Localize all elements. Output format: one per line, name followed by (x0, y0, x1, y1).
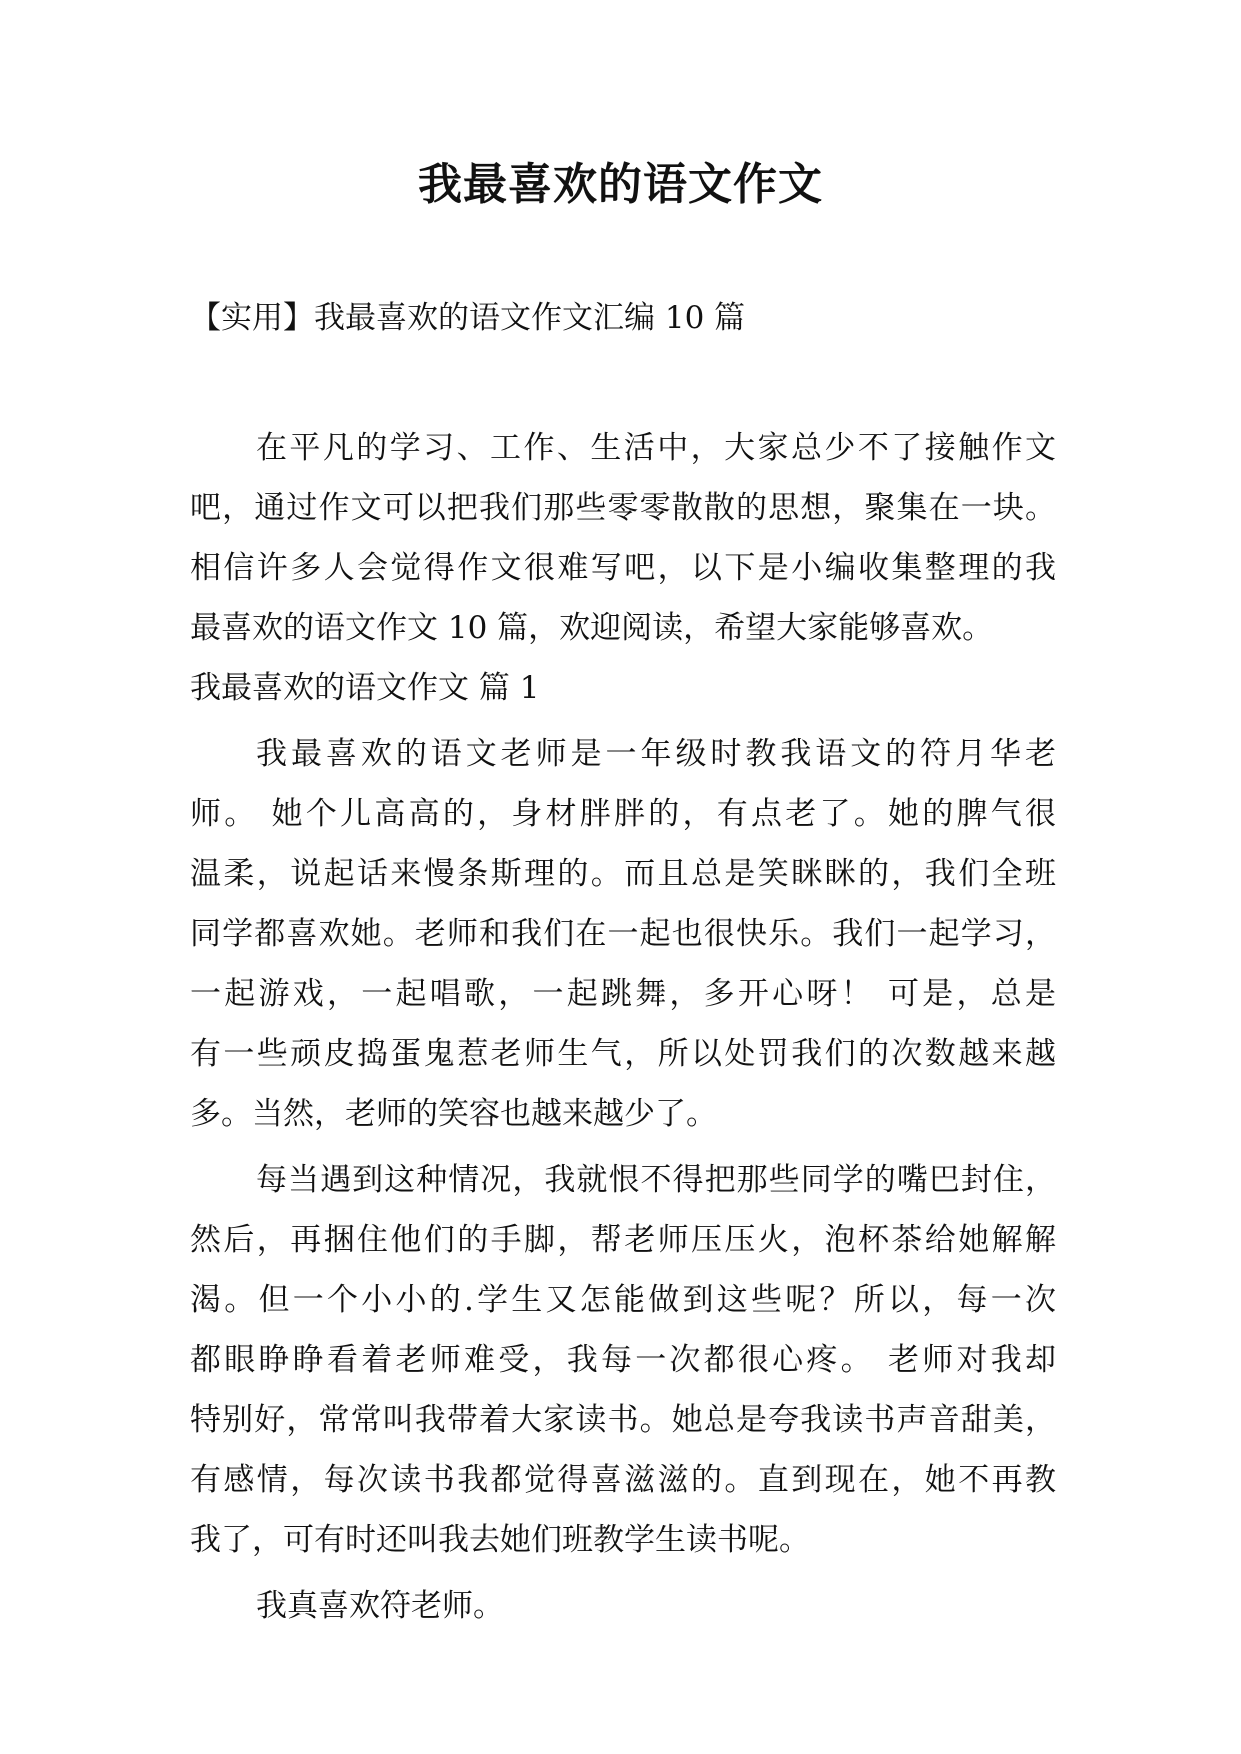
paragraph-line: 有感情，每次读书我都觉得喜滋滋的。直到现在，她不再教 (190, 1462, 1056, 1498)
spacer (190, 348, 1056, 418)
paragraph-line: 温柔，说起话来慢条斯理的。而且总是笑眯眯的，我们全班 (190, 856, 1056, 892)
paragraph-line: 在平凡的学习、工作、生活中，大家总少不了接触作文 (256, 430, 1056, 466)
paragraph-line: 都眼睁睁看着老师难受，我每一次都很心疼。 老师对我却 (190, 1342, 1056, 1378)
document-title: 我最喜欢的语文作文 (418, 159, 823, 210)
paragraph-line: 相信许多人会觉得作文很难写吧，以下是小编收集整理的我 (190, 550, 1056, 586)
paragraph-2 (190, 1150, 1056, 1570)
paragraph-line: 每当遇到这种情况，我就恨不得把那些同学的嘴巴封住， (256, 1162, 1056, 1198)
paragraph-line: 吧，通过作文可以把我们那些零零散散的思想，聚集在一块。 (190, 490, 1056, 526)
paragraph-line: 师。 她个儿高高的，身材胖胖的，有点老了。她的脾气很 (190, 796, 1056, 832)
paragraph-line: 同学都喜欢她。老师和我们在一起也很快乐。我们一起学习， (190, 916, 1056, 952)
paragraph-1 (190, 724, 1056, 1144)
paragraph-line: 多。当然，老师的笑容也越来越少了。 (190, 1096, 717, 1132)
section-heading: 我最喜欢的语文作文 篇 1 (190, 670, 540, 706)
paragraph-line: 我最喜欢的语文老师是一年级时教我语文的符月华老 (256, 736, 1056, 772)
paragraph-line: 我了，可有时还叫我去她们班教学生读书呢。 (190, 1522, 810, 1558)
paragraph-3 (190, 1576, 1056, 1636)
paragraph-line: 最喜欢的语文作文 10 篇，欢迎阅读，希望大家能够喜欢。 (190, 610, 994, 646)
document-subtitle: 【实用】我最喜欢的语文作文汇编 10 篇 (190, 300, 746, 336)
paragraph-line: 我真喜欢符老师。 (256, 1588, 504, 1624)
paragraph-line: 一起游戏，一起唱歌，一起跳舞，多开心呀！ 可是，总是 (190, 976, 1056, 1012)
paragraph-line: 有一些顽皮捣蛋鬼惹老师生气，所以处罚我们的次数越来越 (190, 1036, 1056, 1072)
intro-paragraph (190, 418, 1056, 658)
paragraph-line: 然后，再捆住他们的手脚，帮老师压压火，泡杯茶给她解解 (190, 1222, 1056, 1258)
paragraph-line: 渴。但一个小小的.学生又怎能做到这些呢？所以，每一次 (190, 1282, 1056, 1318)
document-body (190, 288, 1056, 1636)
paragraph-line: 特别好，常常叫我带着大家读书。她总是夸我读书声音甜美， (190, 1402, 1056, 1438)
